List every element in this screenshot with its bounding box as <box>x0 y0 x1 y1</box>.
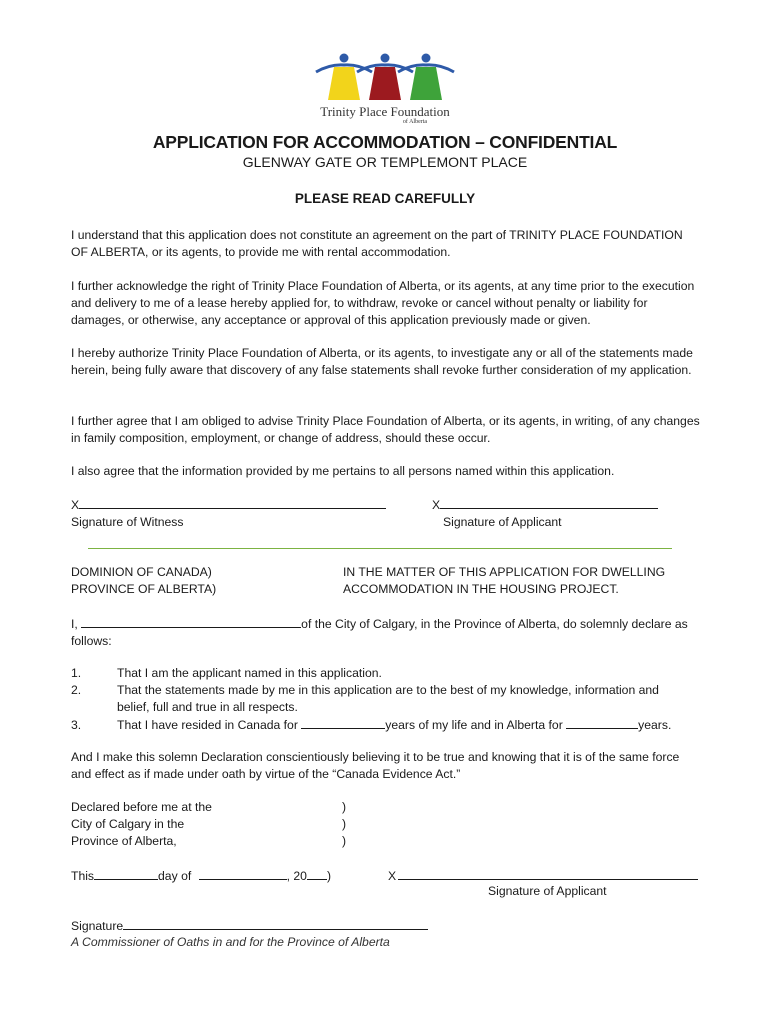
commissioner-signature-line[interactable] <box>71 917 451 935</box>
commissioner-signature-field[interactable] <box>123 917 428 930</box>
item-text-a: That I have resided in Canada for <box>117 718 298 732</box>
final-applicant-signature-field[interactable] <box>398 867 698 880</box>
paragraph-3: I hereby authorize Trinity Place Foundation of Alberta, or its agents, to investigate any or all of the statements made herein, being fully aware that discovery of any false statements shall revoke further consideration of my application. <box>71 346 693 377</box>
dominion-label: DOMINION OF CANADA) <box>71 565 212 579</box>
province-label: PROVINCE OF ALBERTA) <box>71 582 217 596</box>
read-carefully-heading: PLEASE READ CAREFULLY <box>294 191 476 206</box>
declarant-statement <box>71 615 701 650</box>
item-number: 2. <box>71 683 82 697</box>
declaration-item-2 <box>71 682 701 716</box>
year-prefix: , 20 <box>286 869 307 883</box>
paren-3: ) <box>342 834 347 848</box>
day-of-label: day of <box>158 869 192 883</box>
witness-signature-line[interactable] <box>71 496 401 514</box>
paren-2: ) <box>342 817 347 831</box>
applicant-x-mark: X <box>432 498 441 512</box>
item-text-c: years. <box>638 718 672 732</box>
paragraph-4: I further agree that I am obliged to advise Trinity Place Foundation of Alberta, or its agents, in writing, of any changes in family composition, employment, or change of address, should these occur. <box>71 414 700 445</box>
applicant-label: Signature of Applicant <box>443 515 562 529</box>
paragraph-1: I understand that this application does not constitute an agreement on the part of TRINITY PLACE FOUNDATION OF ALBERTA, or its agents, to provide me with rental accommodation. <box>71 228 683 259</box>
declarant-prefix: I, <box>71 617 78 631</box>
declarant-suffix: of the City of Calgary, in the Province of Alberta, do solemnly declare as follows: <box>71 617 688 648</box>
page-title: APPLICATION FOR ACCOMMODATION – CONFIDENTIAL <box>152 132 618 152</box>
final-applicant-label: Signature of Applicant <box>488 884 607 898</box>
declared-line-3: Province of Alberta, <box>71 834 177 848</box>
item-number: 3. <box>71 718 82 732</box>
signature-label: Signature <box>71 919 124 933</box>
this-label: This <box>71 869 95 883</box>
applicant-signature-field[interactable] <box>440 496 658 509</box>
year-suffix: ) <box>326 869 332 883</box>
paragraph-5: I also agree that the information provided by me pertains to all persons named within this application. <box>71 464 615 478</box>
final-x-mark: X <box>388 869 397 883</box>
witness-signature-field[interactable] <box>79 496 386 509</box>
paren-1: ) <box>342 800 347 814</box>
applicant-signature-line[interactable] <box>432 496 672 514</box>
declaration-item-1 <box>71 665 701 682</box>
year-field[interactable] <box>307 867 327 880</box>
day-field[interactable] <box>94 867 158 880</box>
witness-x-mark: X <box>71 498 80 512</box>
month-field[interactable] <box>199 867 287 880</box>
logo-sub: of Alberta <box>402 119 428 125</box>
item-text: That the statements made by me in this application are to the best of my knowledge, information and belief, full and true in all respects. <box>117 683 659 714</box>
item-number: 1. <box>71 666 82 680</box>
commissioner-label: A Commissioner of Oaths in and for the Province of Alberta <box>71 935 390 949</box>
solemn-declaration: And I make this solemn Declaration conscientiously believing it to be true and knowing that it is of the same force and effect as if made under oath by virtue of the “Canada Evidence Act.” <box>71 750 680 781</box>
declarant-name-field[interactable] <box>81 615 301 628</box>
years-alberta-field[interactable] <box>566 716 638 729</box>
logo-figures <box>316 54 454 101</box>
page-subtitle: GLENWAY GATE OR TEMPLEMONT PLACE <box>242 154 528 170</box>
matter-text: IN THE MATTER OF THIS APPLICATION FOR DWELLING ACCOMMODATION IN THE HOUSING PROJECT. <box>343 565 666 596</box>
item-text: That I am the applicant named in this application. <box>117 666 382 680</box>
section-divider <box>88 548 672 549</box>
item-text-b: years of my life and in Alberta for <box>385 718 563 732</box>
declared-line-1: Declared before me at the <box>71 800 212 814</box>
paragraph-2: I further acknowledge the right of Trinity Place Foundation of Alberta, or its agents, at any time prior to the execution and delivery to me of a lease hereby applied for, to withdraw, revoke or cancel without penalty or liability for damages, or otherwise, any acceptance or approval of this application previously made or given. <box>71 279 695 327</box>
years-canada-field[interactable] <box>301 716 385 729</box>
witness-label: Signature of Witness <box>71 515 184 529</box>
logo-name: Trinity Place Foundation <box>320 104 450 119</box>
declared-line-2: City of Calgary in the <box>71 817 185 831</box>
date-line <box>71 867 371 885</box>
declaration-item-3 <box>71 716 701 734</box>
